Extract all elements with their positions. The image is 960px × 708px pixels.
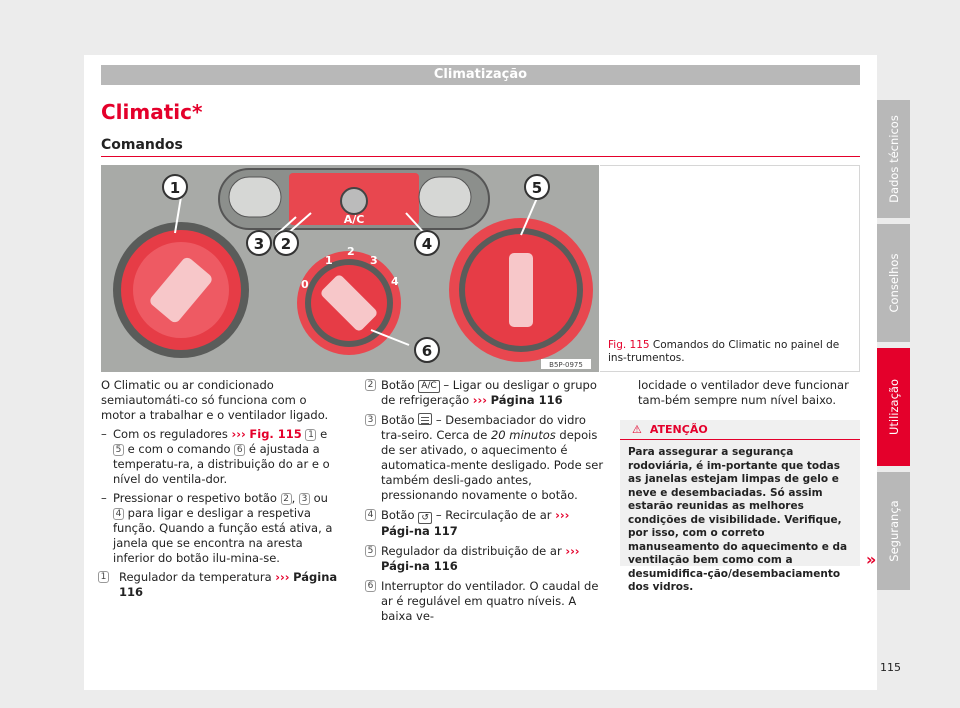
page-ref-link[interactable]: Página 116 bbox=[119, 570, 338, 599]
fan-scale-2: 2 bbox=[347, 245, 355, 258]
num-badge: 2 bbox=[281, 493, 292, 505]
recirculation-icon: ↺ bbox=[418, 512, 432, 524]
item-text: – Recirculação de ar bbox=[435, 508, 552, 522]
continue-marker: » bbox=[866, 550, 877, 569]
caption-number: Fig. 115 bbox=[608, 339, 650, 351]
item-text: Interruptor do ventilador. O caudal de ar é regulável em quatro níveis. A baixa ve- bbox=[381, 579, 599, 623]
num-badge: 4 bbox=[365, 509, 376, 521]
bullet-text: e bbox=[320, 427, 328, 441]
list-item-4 bbox=[368, 508, 605, 539]
warning-header bbox=[620, 420, 860, 440]
callout-5: 5 bbox=[531, 179, 543, 197]
bullet-text: para ligar e desligar a respetiva função. Quando a função está ativa, a janela que se encontra na aresta inferior do botão ilu-mina-se. bbox=[113, 506, 333, 565]
list-item-1 bbox=[101, 570, 339, 600]
num-badge: 4 bbox=[113, 508, 124, 520]
ac-panel-label: A/C bbox=[343, 213, 365, 226]
tab-label: Dados técnicos bbox=[886, 115, 901, 203]
text-column-1 bbox=[101, 378, 339, 605]
bullet-text: ou bbox=[313, 491, 328, 505]
fan-scale-1: 1 bbox=[325, 254, 333, 267]
tab-label: Segurança bbox=[886, 500, 901, 562]
bullet-buttons bbox=[101, 491, 339, 566]
num-badge: 2 bbox=[365, 379, 376, 391]
num-badge: 1 bbox=[305, 429, 316, 441]
item-text: Botão bbox=[381, 508, 415, 522]
bullet-text: Pressionar o respetivo botão bbox=[113, 491, 277, 505]
figure-climatic-controls bbox=[101, 165, 599, 372]
fan-scale-4: 4 bbox=[391, 275, 399, 288]
item-text: Regulador da temperatura bbox=[119, 570, 272, 584]
num-badge: 1 bbox=[98, 571, 109, 583]
fan-scale-0: 0 bbox=[301, 278, 309, 291]
warning-box bbox=[620, 420, 860, 593]
tab-label: Conselhos bbox=[886, 253, 901, 313]
continued-text: locidade o ventilador deve funcionar tam-bém sempre num nível baixo. bbox=[638, 378, 849, 407]
text-column-2 bbox=[368, 378, 605, 629]
item-text: – Ligar ou desligar o grupo de refrigeração bbox=[381, 378, 597, 407]
caption-text: Comandos do Climatic no painel de ins-trumentos. bbox=[608, 339, 840, 364]
num-badge: 5 bbox=[365, 545, 376, 557]
page-subtitle: Comandos bbox=[101, 137, 183, 153]
ref-arrow-icon: ››› bbox=[275, 570, 290, 584]
item-text: depois de ser ativado, o aquecimento é automatica-mente desligado. Pode ser também desli-gado antes, pressionando novamente o botão. bbox=[381, 428, 604, 502]
item-text: Botão bbox=[381, 378, 415, 392]
num-badge: 3 bbox=[365, 414, 376, 426]
title-rule bbox=[101, 156, 860, 157]
ac-key-icon: A/C bbox=[418, 380, 439, 393]
intro-paragraph: O Climatic ou ar condicionado semiautomáti-co só funciona com o motor a trabalhar e o ventilador ligado. bbox=[101, 378, 329, 422]
figure-code: B5P-0975 bbox=[549, 361, 583, 369]
separator: , bbox=[291, 491, 296, 505]
callout-2: 2 bbox=[280, 235, 292, 253]
ref-arrow-icon: ››› bbox=[555, 508, 570, 522]
section-header: Climatização bbox=[101, 65, 860, 85]
num-badge: 3 bbox=[299, 493, 310, 505]
tab-label: Utilização bbox=[886, 378, 901, 436]
figure-ref-link[interactable]: Fig. 115 bbox=[249, 427, 302, 441]
tab-seguranca[interactable] bbox=[877, 472, 910, 590]
page-title: Climatic* bbox=[101, 100, 203, 124]
figure-caption bbox=[608, 339, 856, 365]
page-ref-link[interactable]: Pági-na 116 bbox=[381, 559, 458, 573]
warning-text: Para assegurar a segurança rodoviária, é im-portante que todas as janelas estejam limpas de gelo e neve e desembaciadas. Só assim estarão reunidas as melhores condições de visibilidade. Verifique, por isso, com o correto manuseamento do aquecimento e da ventilação bem como com a desumidifica-ção/desembaciamento dos vidros. bbox=[628, 446, 848, 593]
bullet-text: Com os reguladores bbox=[113, 427, 228, 441]
callout-6: 6 bbox=[421, 342, 433, 360]
warning-title: ATENÇÃO bbox=[649, 423, 708, 436]
page-number: 115 bbox=[880, 661, 901, 674]
fan-scale-3: 3 bbox=[370, 254, 378, 267]
num-badge: 6 bbox=[234, 444, 245, 456]
text-column-3 bbox=[620, 378, 860, 412]
bullet-text: e com o comando bbox=[127, 442, 231, 456]
ref-arrow-icon: ››› bbox=[231, 427, 246, 441]
item-text: Regulador da distribuição de ar bbox=[381, 544, 562, 558]
list-item-6 bbox=[368, 579, 605, 624]
tab-dados-tecnicos[interactable] bbox=[877, 100, 910, 218]
ref-arrow-icon: ››› bbox=[565, 544, 580, 558]
ref-arrow-icon: ››› bbox=[472, 393, 487, 407]
callout-3: 3 bbox=[253, 235, 265, 253]
climatic-panel-illustration bbox=[101, 165, 599, 372]
rear-defrost-icon bbox=[418, 413, 432, 425]
page-ref-link[interactable]: Pági-na 117 bbox=[381, 524, 458, 538]
page-ref-link[interactable]: Página 116 bbox=[490, 393, 563, 407]
num-badge: 6 bbox=[365, 580, 376, 592]
tab-utilizacao[interactable] bbox=[877, 348, 910, 466]
callout-1: 1 bbox=[169, 179, 181, 197]
num-badge: 5 bbox=[113, 444, 124, 456]
callout-4: 4 bbox=[421, 235, 433, 253]
tab-conselhos[interactable] bbox=[877, 224, 910, 342]
item-text: Botão bbox=[381, 413, 415, 427]
bullet-regulators bbox=[101, 427, 339, 487]
bullet-text: é ajustada a temperatu-ra, a distribuição do ar e o nível do ventila-dor. bbox=[113, 442, 330, 486]
item-emphasis: 20 minutos bbox=[490, 428, 556, 442]
warning-triangle-icon: ⚠ bbox=[632, 423, 642, 436]
item-text: – Desembaciador do vidro tra-seiro. Cerca de bbox=[381, 413, 586, 442]
list-item-2 bbox=[368, 378, 605, 408]
list-item-5 bbox=[368, 544, 605, 574]
list-item-3 bbox=[368, 413, 605, 503]
